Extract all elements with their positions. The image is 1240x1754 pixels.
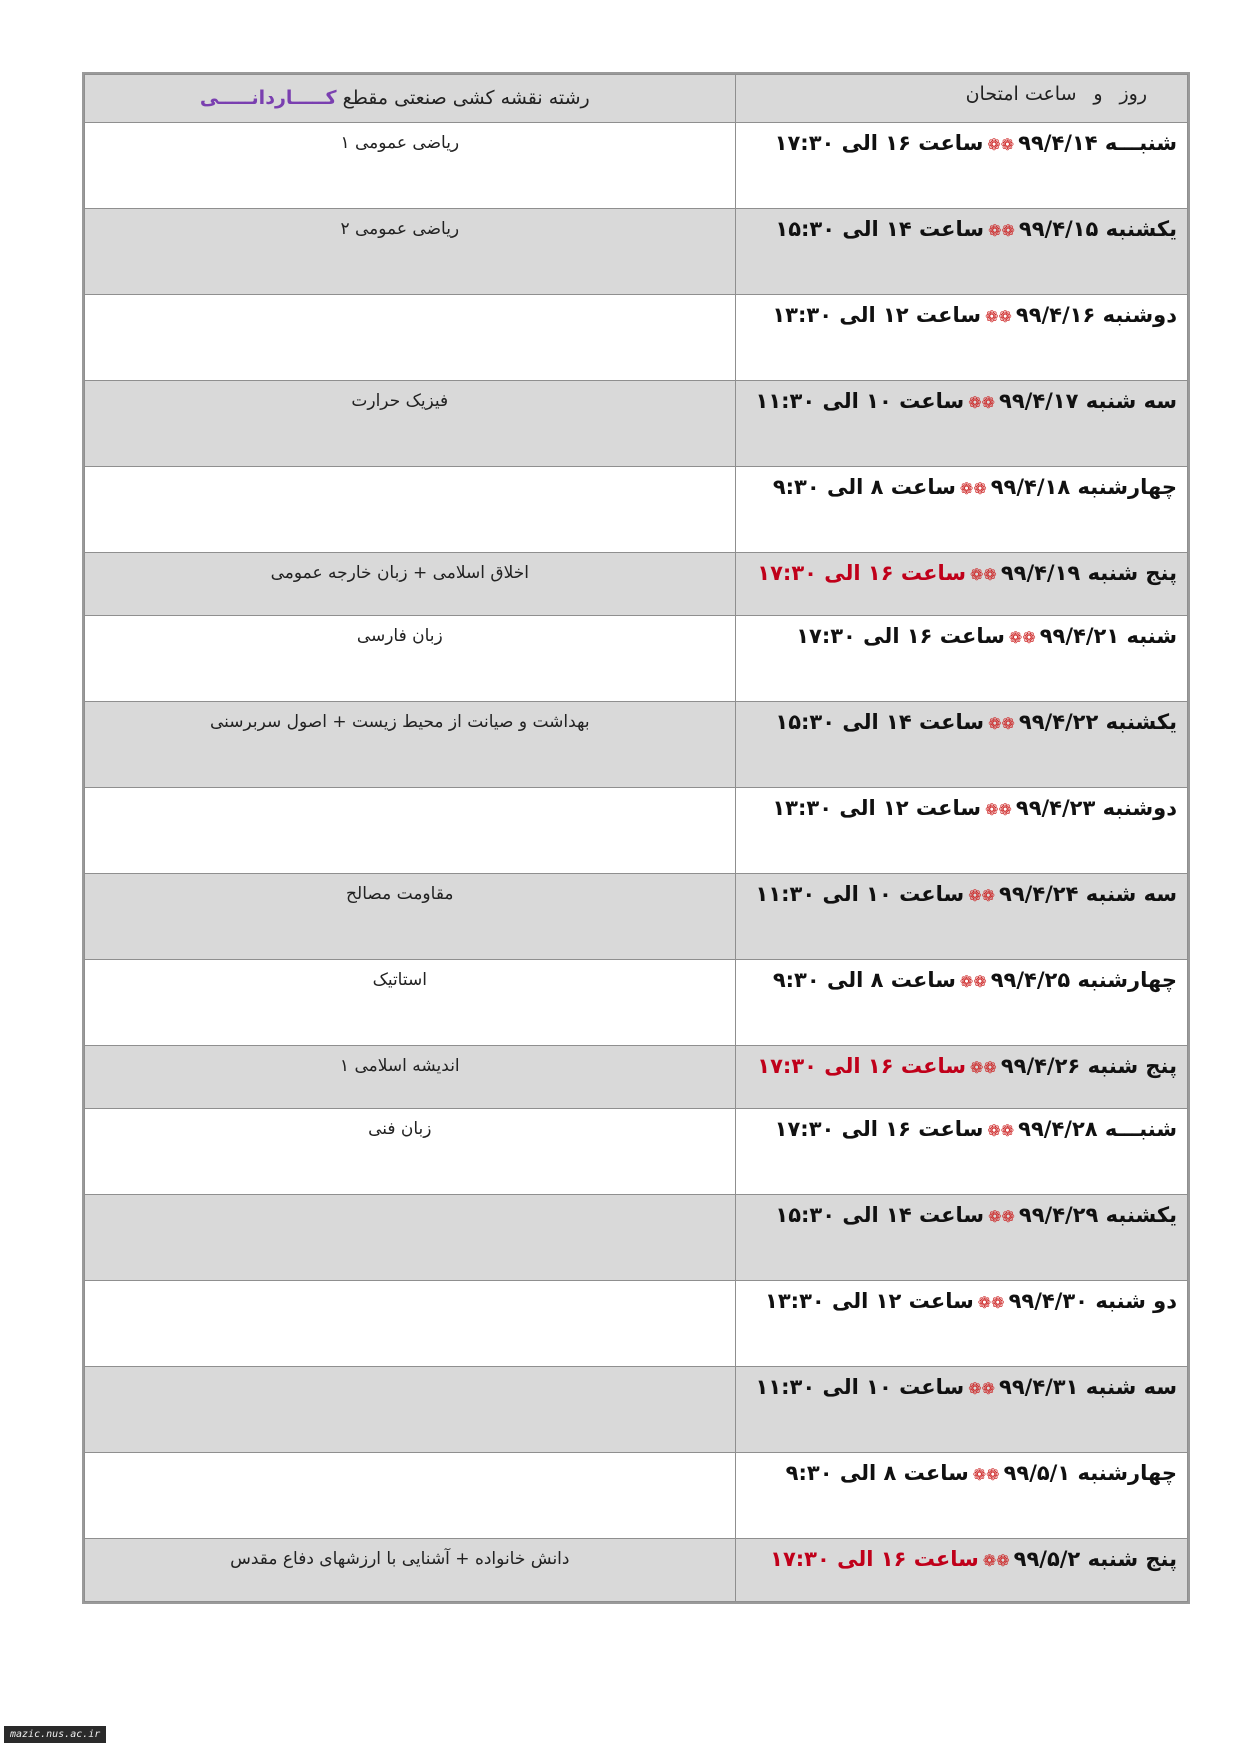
exam-day: پنج شنبه: [1087, 1547, 1177, 1571]
header-subject-cell: [85, 75, 736, 123]
flower-separator-icon: ❁❁: [1008, 628, 1036, 647]
table-row: [85, 788, 1188, 874]
exam-time: ساعت ۱۶ الی ۱۷:۳۰: [757, 1054, 966, 1078]
exam-date: ۹۹/۴/۲۵: [990, 968, 1071, 992]
subject-cell: [85, 295, 736, 381]
flower-separator-icon: ❁❁: [968, 1379, 996, 1398]
exam-day: پنج شنبه: [1087, 561, 1177, 585]
table-row: [85, 123, 1188, 209]
exam-datetime: [736, 788, 1187, 820]
date-cell: [735, 788, 1187, 874]
exam-datetime: [736, 1539, 1187, 1571]
exam-time: ساعت ۱۰ الی ۱۱:۳۰: [755, 882, 965, 906]
date-cell: [735, 209, 1187, 295]
exam-datetime: [736, 295, 1187, 327]
table-row: [85, 1281, 1188, 1367]
exam-day: یکشنبه: [1105, 217, 1177, 241]
subject-text: [85, 1281, 735, 1291]
subject-cell: [85, 788, 736, 874]
date-cell: [735, 123, 1187, 209]
flower-separator-icon: ❁❁: [985, 307, 1012, 326]
exam-day: سه شنبه: [1085, 389, 1177, 413]
table-row: [85, 1109, 1188, 1195]
exam-day: شنبه: [1126, 624, 1177, 648]
exam-datetime: [736, 1046, 1187, 1078]
exam-day: شنبـــه: [1104, 1117, 1177, 1141]
date-cell: [735, 467, 1187, 553]
table-row: [85, 960, 1188, 1046]
exam-date: ۹۹/۴/۲۹: [1018, 1203, 1099, 1227]
exam-time: ساعت ۱۴ الی ۱۵:۳۰: [775, 710, 985, 734]
table-row: [85, 616, 1188, 702]
exam-day: سه شنبه: [1085, 1375, 1177, 1399]
exam-date: ۹۹/۴/۱۸: [990, 475, 1071, 499]
header-subject-title: رشته نقشه کشی صنعتی مقطع: [336, 87, 590, 109]
exam-date: ۹۹/۴/۱۵: [1018, 217, 1099, 241]
subject-cell: [85, 553, 736, 616]
exam-time: ساعت ۱۶ الی ۱۷:۳۰: [774, 131, 984, 155]
exam-date: ۹۹/۵/۲: [1013, 1547, 1081, 1571]
exam-time: ساعت ۱۲ الی ۱۳:۳۰: [772, 796, 982, 820]
exam-date: ۹۹/۴/۳۰: [1008, 1289, 1088, 1313]
exam-day: دوشنبه: [1102, 303, 1177, 327]
exam-schedule-sheet: [82, 72, 1190, 1604]
subject-text: [85, 788, 735, 798]
exam-date: ۹۹/۴/۱۹: [1000, 561, 1081, 585]
subject-cell: [85, 209, 736, 295]
subject-cell: [85, 1367, 736, 1453]
flower-separator-icon: ❁❁: [985, 800, 1012, 819]
date-cell: [735, 1195, 1187, 1281]
date-cell: [735, 960, 1187, 1046]
date-cell: [735, 1453, 1187, 1539]
exam-date: ۹۹/۴/۲۸: [1018, 1117, 1098, 1141]
subject-text: اخلاق اسلامی + زبان خارجه عمومی: [270, 563, 529, 583]
exam-day: پنج شنبه: [1087, 1054, 1177, 1078]
exam-date: ۹۹/۴/۱۶: [1015, 303, 1096, 327]
subject-cell: [85, 702, 736, 788]
date-cell: [735, 616, 1187, 702]
subject-text: [85, 1453, 735, 1463]
exam-datetime: [736, 1109, 1187, 1141]
exam-day: دو شنبه: [1095, 1289, 1177, 1313]
flower-separator-icon: ❁❁: [968, 393, 996, 412]
exam-date: ۹۹/۴/۲۶: [1000, 1054, 1081, 1078]
table-header-row: [85, 75, 1188, 123]
table-row: [85, 381, 1188, 467]
subject-text: اندیشه اسلامی ۱: [339, 1056, 460, 1076]
date-cell: [735, 1281, 1187, 1367]
site-watermark: mazic.nus.ac.ir: [4, 1726, 106, 1743]
subject-text: فیزیک حرارت: [351, 391, 449, 411]
subject-text: مقاومت مصالح: [346, 884, 454, 904]
table-row: [85, 1453, 1188, 1539]
exam-date: ۹۹/۵/۱: [1003, 1461, 1071, 1485]
exam-datetime: [736, 1367, 1187, 1399]
date-cell: [735, 702, 1187, 788]
exam-time: ساعت ۱۰ الی ۱۱:۳۰: [755, 1375, 965, 1399]
header-day-word: روز: [1119, 83, 1147, 105]
subject-text: زبان فنی: [368, 1119, 432, 1139]
subject-cell: [85, 1046, 736, 1109]
exam-time: ساعت ۱۲ الی ۱۳:۳۰: [772, 303, 982, 327]
exam-datetime: [736, 616, 1187, 648]
exam-datetime: [736, 209, 1187, 241]
exam-datetime: [736, 1195, 1187, 1227]
subject-text: [85, 467, 735, 477]
exam-date: ۹۹/۴/۲۴: [999, 882, 1079, 906]
flower-separator-icon: ❁❁: [972, 1465, 1000, 1484]
subject-text: [85, 1195, 735, 1205]
exam-datetime: [736, 381, 1187, 413]
exam-date: ۹۹/۴/۱۷: [999, 389, 1079, 413]
flower-separator-icon: ❁❁: [970, 1058, 997, 1077]
flower-separator-icon: ❁❁: [968, 886, 996, 905]
table-row: [85, 874, 1188, 960]
flower-separator-icon: ❁❁: [970, 565, 997, 584]
date-cell: [735, 295, 1187, 381]
flower-separator-icon: ❁❁: [987, 1121, 1015, 1140]
exam-datetime: [736, 553, 1187, 585]
table-row: [85, 702, 1188, 788]
subject-text: [85, 1367, 735, 1377]
flower-separator-icon: ❁❁: [959, 479, 987, 498]
subject-text: دانش خانواده + آشنایی با ارزشهای دفاع مقدس: [230, 1549, 570, 1569]
exam-datetime: [736, 1453, 1187, 1485]
exam-day: سه شنبه: [1085, 882, 1177, 906]
subject-cell: [85, 123, 736, 209]
header-date-cell: [735, 75, 1187, 123]
subject-cell: [85, 1453, 736, 1539]
exam-date: ۹۹/۴/۱۴: [1018, 131, 1098, 155]
exam-datetime: [736, 702, 1187, 734]
exam-time: ساعت ۸ الی ۹:۳۰: [785, 1461, 969, 1485]
subject-text: [85, 295, 735, 305]
header-subject-level: کـــــاردانـــــی: [199, 87, 337, 109]
table-row: [85, 1539, 1188, 1602]
table-row: [85, 553, 1188, 616]
exam-day: دوشنبه: [1102, 796, 1177, 820]
flower-separator-icon: ❁❁: [982, 1551, 1010, 1570]
exam-date: ۹۹/۴/۳۱: [999, 1375, 1079, 1399]
table-row: [85, 1195, 1188, 1281]
exam-time: ساعت ۱۶ الی ۱۷:۳۰: [757, 561, 966, 585]
exam-date: ۹۹/۴/۲۲: [1018, 710, 1099, 734]
exam-datetime: [736, 123, 1187, 155]
header-and-word: و: [1093, 83, 1103, 105]
exam-date: ۹۹/۴/۲۳: [1015, 796, 1096, 820]
subject-text: بهداشت و صیانت از محیط زیست + اصول سربرسنی: [209, 712, 590, 732]
flower-separator-icon: ❁❁: [988, 1207, 1015, 1226]
subject-cell: [85, 616, 736, 702]
date-cell: [735, 1046, 1187, 1109]
exam-day: چهارشنبه: [1077, 968, 1177, 992]
exam-datetime: [736, 874, 1187, 906]
exam-time: ساعت ۱۴ الی ۱۵:۳۰: [775, 217, 985, 241]
subject-text: ریاضی عمومی ۲: [340, 219, 460, 239]
exam-day: چهارشنبه: [1077, 1461, 1177, 1485]
exam-time: ساعت ۸ الی ۹:۳۰: [772, 475, 956, 499]
date-cell: [735, 1539, 1187, 1602]
exam-time: ساعت ۱۰ الی ۱۱:۳۰: [755, 389, 965, 413]
subject-cell: [85, 1109, 736, 1195]
exam-time: ساعت ۱۶ الی ۱۷:۳۰: [774, 1117, 984, 1141]
subject-cell: [85, 874, 736, 960]
flower-separator-icon: ❁❁: [988, 221, 1015, 240]
exam-time: ساعت ۱۶ الی ۱۷:۳۰: [770, 1547, 979, 1571]
exam-schedule-table: [84, 74, 1188, 1602]
table-row: [85, 295, 1188, 381]
exam-datetime: [736, 960, 1187, 992]
exam-datetime: [736, 467, 1187, 499]
date-cell: [735, 381, 1187, 467]
subject-cell: [85, 960, 736, 1046]
exam-day: یکشنبه: [1105, 710, 1177, 734]
table-row: [85, 467, 1188, 553]
exam-day: چهارشنبه: [1077, 475, 1177, 499]
subject-text: ریاضی عمومی ۱: [340, 133, 460, 153]
exam-time: ساعت ۸ الی ۹:۳۰: [772, 968, 956, 992]
exam-time: ساعت ۱۲ الی ۱۳:۳۰: [765, 1289, 974, 1313]
table-row: [85, 1046, 1188, 1109]
exam-date: ۹۹/۴/۲۱: [1039, 624, 1120, 648]
exam-datetime: [736, 1281, 1187, 1313]
table-row: [85, 209, 1188, 295]
subject-cell: [85, 1195, 736, 1281]
flower-separator-icon: ❁❁: [988, 714, 1015, 733]
date-cell: [735, 553, 1187, 616]
subject-cell: [85, 1281, 736, 1367]
date-cell: [735, 874, 1187, 960]
date-cell: [735, 1109, 1187, 1195]
subject-text: زبان فارسی: [356, 626, 443, 646]
subject-cell: [85, 1539, 736, 1602]
subject-text: استاتیک: [372, 970, 427, 990]
flower-separator-icon: ❁❁: [959, 972, 987, 991]
exam-day: شنبـــه: [1104, 131, 1177, 155]
exam-time: ساعت ۱۴ الی ۱۵:۳۰: [775, 1203, 985, 1227]
flower-separator-icon: ❁❁: [977, 1293, 1005, 1312]
flower-separator-icon: ❁❁: [987, 135, 1015, 154]
subject-cell: [85, 467, 736, 553]
exam-time: ساعت ۱۶ الی ۱۷:۳۰: [796, 624, 1005, 648]
date-cell: [735, 1367, 1187, 1453]
exam-day: یکشنبه: [1105, 1203, 1177, 1227]
header-time-word: ساعت امتحان: [965, 83, 1077, 105]
table-row: [85, 1367, 1188, 1453]
subject-cell: [85, 381, 736, 467]
